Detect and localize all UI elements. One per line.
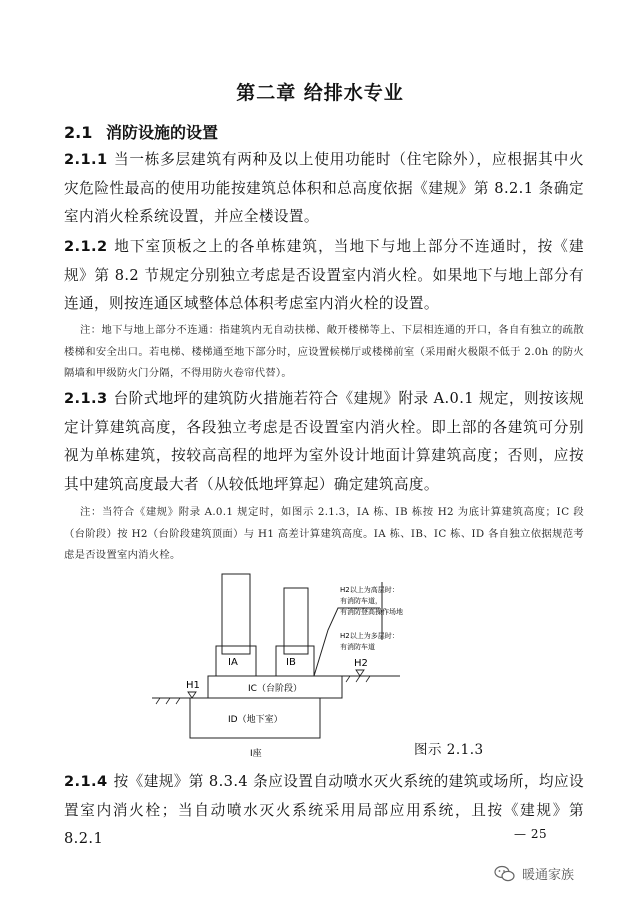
paragraph-text: 台阶式地坪的建筑防火措施若符合《建规》附录 A.0.1 规定，则按该规定计算建筑高度，各段独立考虑是否设置室内消火栓。即上部的各建筑可分别视为单栋建筑，按较高高程的地坪为室外设计地面计算建筑高度；否则，应按其中建筑高度最大者（从较低地坪算起）确定建筑高度。 — [64, 390, 584, 493]
ic-label: ⅠC（台阶段） — [248, 684, 302, 694]
base-label: Ⅰ座 — [250, 749, 262, 759]
paragraph-2-1-4 — [64, 768, 584, 854]
stepped-building-diagram — [150, 568, 410, 768]
ia-label: ⅠA — [228, 657, 238, 668]
callout-line-2: 有消防车道， — [340, 597, 382, 605]
paragraph-2-1-2 — [64, 233, 584, 319]
slope-line — [314, 608, 380, 676]
note-2-1-2: 注：地下与地上部分不连通：指建筑内无自动扶梯、敞开楼梯等上、下层相连通的开口，各自有独立的疏散楼梯和安全出口。若电梯、楼梯通至地下部分时，应设置候梯厅或楼梯前室（采用耐火极限不低于 2.0h 的防火隔墙和甲级防火门分隔，不得用防火卷帘代替）。 — [64, 324, 584, 379]
h2-elevation-mark — [356, 670, 364, 676]
paragraph-2-1-3 — [64, 385, 584, 499]
callout-line-1: H2以上为高层时： — [340, 586, 399, 594]
paragraph-text: 按《建规》第 8.3.4 条应设置自动喷水灭火系统的建筑或场所，均应设置室内消火栓；当自动喷水灭火系统采用局部应用系统，且按《建规》第 8.2.1 — [64, 773, 584, 847]
paragraph-number: 2.1.1 — [64, 151, 108, 168]
paragraph-text: 当一栋多层建筑有两种及以上使用功能时（住宅除外），应根据其中火灾危险性最高的使用功能按建筑总体积和总高度依据《建规》第 8.2.1 条确定室内消火栓系统设置，并应全楼设置。 — [64, 151, 584, 225]
watermark — [494, 864, 574, 883]
section-heading — [64, 120, 218, 143]
tower-b-upper — [284, 588, 308, 654]
paragraph-2-1-1 — [64, 146, 584, 232]
h1-elevation-mark — [188, 692, 196, 698]
chapter-title: 第二章 给排水专业 — [236, 82, 404, 104]
paragraph-number: 2.1.4 — [64, 773, 108, 790]
callout-line-3: 有消防登高操作场地 — [340, 608, 403, 616]
id-label: ⅠD（地下室） — [228, 715, 283, 725]
paragraph-text: 地下室顶板之上的各单栋建筑，当地下与地上部分不连通时，按《建规》第 8.2 节规定分别独立考虑是否设置室内消火栓。如果地下与地上部分有连通，则按连通区域整体总体积考虑室内消火栓的设置。 — [64, 238, 584, 312]
section-number: 2.1 — [64, 123, 93, 142]
figure-caption: 图示 2.1.3 — [414, 742, 484, 758]
paragraph-number: 2.1.3 — [64, 390, 108, 407]
note-2-1-3: 注：当符合《建规》附录 A.0.1 规定时，如图示 2.1.3，ⅠA 栋、ⅠB 栋按 H2 为底计算建筑高度；ⅠC 段（台阶段）按 H2（台阶段建筑顶面）与 H1 高差计算建筑高度。ⅠA 栋、ⅠB、ⅠC 栋、ⅠD 各自独立依据规范考虑是否设置室内消火栓。 — [64, 506, 584, 561]
h1-label: H1 — [186, 680, 200, 691]
page-number: — 25 — [514, 827, 548, 841]
h2-label: H2 — [354, 658, 368, 669]
watermark-text: 暖通家族 — [522, 868, 575, 883]
wechat-icon — [494, 865, 516, 883]
callout-line-5: 有消防车道 — [340, 643, 375, 651]
paragraph-number: 2.1.2 — [64, 238, 108, 255]
tower-a-upper — [222, 574, 250, 654]
ib-label: ⅠB — [286, 657, 296, 668]
section-title: 消防设施的设置 — [106, 123, 219, 142]
callout-line-4: H2以上为多层时： — [340, 632, 399, 640]
